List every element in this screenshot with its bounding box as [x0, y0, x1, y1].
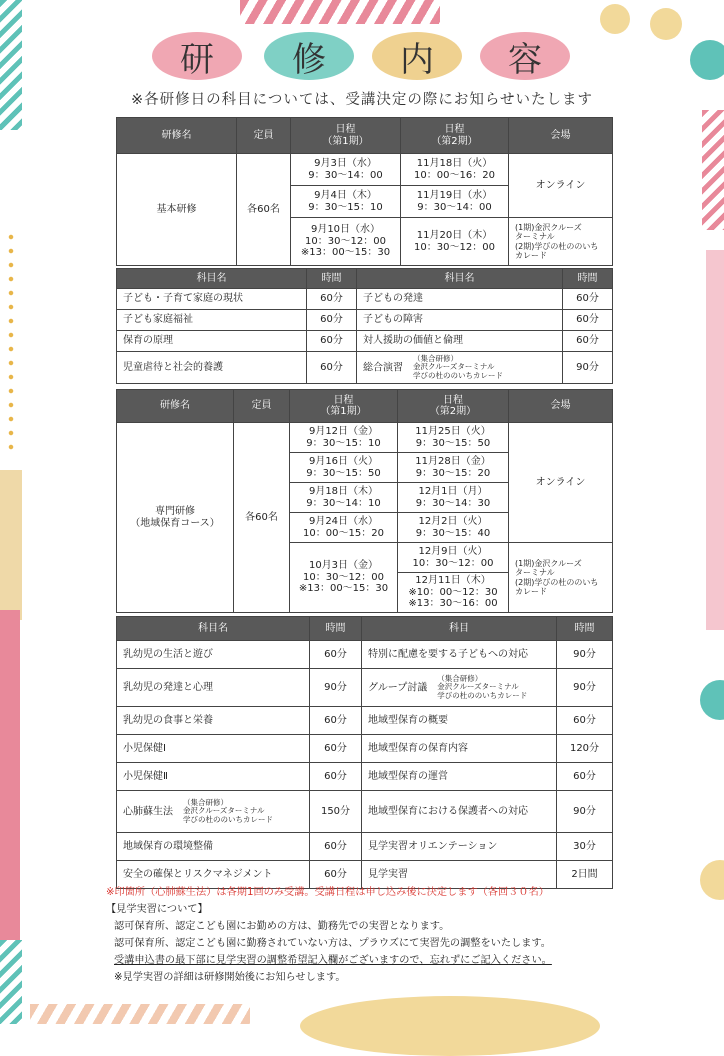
date-cell: 9月12日（金） 9：30～15：10 [290, 423, 398, 453]
header-time: 時間 [557, 617, 613, 641]
subject-time: 60分 [307, 289, 357, 310]
note-line: 認可保育所、認定こども園にお勤めの方は、勤務先での実習となります。 [114, 921, 450, 932]
header-time: 時間 [307, 269, 357, 289]
subject-time: 60分 [310, 641, 362, 669]
decorative-circle [300, 996, 600, 1056]
subject-time: 60分 [310, 763, 362, 791]
subject-name: 見学実習オリエンテーション [362, 833, 557, 861]
subject-name: 安全の確保とリスクマネジメント [117, 861, 310, 889]
special-subjects-table [116, 616, 613, 889]
date-cell: 10月3日（金） 10：30～12：00 ※13：00～15：30 [290, 543, 398, 613]
subject-time: 60分 [307, 310, 357, 331]
subject-time: 120分 [557, 735, 613, 763]
date-cell: 12月1日（月） 9：30～14：30 [398, 483, 509, 513]
subject-name: 児童虐待と社会的養護 [117, 352, 307, 384]
subject-name-with-note [117, 791, 310, 833]
venue-onsite: (1期)金沢クルーズ ターミナル (2期)学びの杜ののいち カレード [509, 543, 613, 613]
decorative-panel [0, 610, 20, 950]
date-cell: 9月24日（水） 10：00～15：20 [290, 513, 398, 543]
subject-name: グループ討議 [368, 682, 428, 694]
date-cell: 11月18日（火） 10：00～16：20 [401, 154, 509, 186]
subject-name: 総合演習 [363, 362, 403, 374]
subject-name: 子どもの障害 [357, 310, 563, 331]
decorative-circle [700, 860, 724, 900]
header-time: 時間 [563, 269, 613, 289]
header-time: 時間 [310, 617, 362, 641]
date-cell: 9月4日（木） 9：30～15：10 [291, 186, 401, 218]
header-date1: 日程 （第1期） [290, 390, 398, 423]
header-subject: 科目名 [117, 617, 310, 641]
subject-name: 小児保健Ⅱ [117, 763, 310, 791]
venue-online: オンライン [509, 423, 613, 543]
decorative-panel [706, 250, 724, 630]
subject-name: 子どもの発達 [357, 289, 563, 310]
subject-time: 60分 [310, 833, 362, 861]
subject-name: 乳幼児の生活と遊び [117, 641, 310, 669]
subject-name: 子ども家庭福祉 [117, 310, 307, 331]
cpr-note: ※印箇所（心肺蘇生法）は各期1回のみ受講。受講日程は申し込み後に決定します（各回３０名） [106, 887, 549, 898]
subject-name: 乳幼児の発達と心理 [117, 669, 310, 707]
training-name: 専門研修 （地域保育コース） [117, 423, 234, 613]
subject-name-with-note [362, 669, 557, 707]
header-training-name: 研修名 [117, 390, 234, 423]
decorative-circle [690, 40, 724, 80]
capacity: 各60名 [237, 154, 291, 266]
notes-heading: 【見学実習について】 [106, 904, 208, 915]
subject-name: 保育の原理 [117, 331, 307, 352]
header-subject: 科目名 [357, 269, 563, 289]
subject-note: （集合研修） 金沢クルーズターミナル 学びの杜ののいちカレード [413, 354, 503, 380]
basic-subjects-table [116, 268, 613, 384]
subject-time: 90分 [557, 669, 613, 707]
date-cell: 11月19日（水） 9：30～14：00 [401, 186, 509, 218]
subject-name: 地域型保育における保護者への対応 [362, 791, 557, 833]
decorative-stripes [240, 0, 440, 24]
date-cell: 11月20日（木） 10：30～12：00 [401, 218, 509, 266]
subject-note: （集合研修） 金沢クルーズターミナル 学びの杜ののいちカレード [437, 674, 528, 700]
subject-time: 90分 [557, 791, 613, 833]
capacity: 各60名 [234, 423, 290, 613]
basic-schedule-table [116, 117, 613, 266]
subject-time: 90分 [563, 352, 613, 384]
venue-online: オンライン [509, 154, 613, 218]
page-title [150, 32, 570, 84]
decorative-stripes [30, 1004, 250, 1024]
subject-time: 60分 [563, 289, 613, 310]
decorative-stripes [0, 940, 22, 1024]
subject-time: 60分 [307, 331, 357, 352]
subject-time: 2日間 [557, 861, 613, 889]
subject-name: 子ども・子育て家庭の現状 [117, 289, 307, 310]
subject-name: 地域型保育の運営 [362, 763, 557, 791]
subject-time: 60分 [557, 707, 613, 735]
subject-name: 小児保健Ⅰ [117, 735, 310, 763]
subject-time: 60分 [563, 331, 613, 352]
training-name: 基本研修 [117, 154, 237, 266]
title-char: 内 [372, 32, 462, 80]
date-cell: 9月10日（水） 10：30～12：00 ※13：00～15：30 [291, 218, 401, 266]
date-cell: 9月16日（火） 9：30～15：50 [290, 453, 398, 483]
subject-time: 60分 [310, 861, 362, 889]
header-subject: 科目名 [117, 269, 307, 289]
title-char: 容 [480, 32, 570, 80]
subject-name-with-note [357, 352, 563, 384]
header-venue: 会場 [509, 390, 613, 423]
subject-time: 90分 [557, 641, 613, 669]
subject-name: 乳幼児の食事と栄養 [117, 707, 310, 735]
header-date2: 日程 （第2期） [401, 118, 509, 154]
subject-name: 特別に配慮を要する子どもへの対応 [362, 641, 557, 669]
header-date2: 日程 （第2期） [398, 390, 509, 423]
subject-name: 地域保育の環境整備 [117, 833, 310, 861]
subject-time: 30分 [557, 833, 613, 861]
title-char: 研 [152, 32, 242, 80]
venue-onsite: (1期)金沢クルーズ ターミナル (2期)学びの杜ののいち カレード [509, 218, 613, 266]
date-cell: 11月28日（金） 9：30～15：20 [398, 453, 509, 483]
subject-name: 地域型保育の保育内容 [362, 735, 557, 763]
header-subject: 科目 [362, 617, 557, 641]
special-schedule-table [116, 389, 613, 613]
date-cell: 12月2日（火） 9：30～15：40 [398, 513, 509, 543]
decorative-circle [650, 8, 682, 40]
header-date1: 日程 （第1期） [291, 118, 401, 154]
subject-time: 90分 [310, 669, 362, 707]
subject-time: 60分 [307, 352, 357, 384]
date-cell: 11月25日（火） 9：30～15：50 [398, 423, 509, 453]
subject-time: 60分 [310, 735, 362, 763]
subject-time: 60分 [563, 310, 613, 331]
subject-note: （集合研修） 金沢クルーズターミナル 学びの杜ののいちカレード [183, 798, 273, 824]
header-venue: 会場 [509, 118, 613, 154]
subject-name: 心肺蘇生法 [123, 806, 173, 818]
header-capacity: 定員 [234, 390, 290, 423]
title-char: 修 [264, 32, 354, 80]
decorative-stripes [0, 0, 22, 130]
decorative-panel [0, 470, 22, 620]
date-cell: 12月9日（火） 10：30～12：00 [398, 543, 509, 573]
date-cell: 9月3日（水） 9：30～14：00 [291, 154, 401, 186]
subject-time: 60分 [557, 763, 613, 791]
note-line-underlined: 受講申込書の最下部に見学実習の調整希望記入欄がございますので、忘れずにご記入ください。 [114, 955, 552, 966]
decorative-circle [700, 680, 724, 720]
decorative-circle [600, 4, 630, 34]
notes-section [106, 884, 666, 986]
date-cell: 9月18日（木） 9：30～14：10 [290, 483, 398, 513]
note-line: ※見学実習の詳細は研修開始後にお知らせします。 [114, 972, 346, 983]
subject-name: 見学実習 [362, 861, 557, 889]
subtitle: ※各研修日の科目については、受講決定の際にお知らせいたします [131, 92, 593, 108]
note-line: 認可保育所、認定こども園に勤務されていない方は、プラウズにて実習先の調整をいたします。 [114, 938, 551, 949]
subject-name: 地域型保育の概要 [362, 707, 557, 735]
header-training-name: 研修名 [117, 118, 237, 154]
subject-time: 150分 [310, 791, 362, 833]
subject-name: 対人援助の価値と倫理 [357, 331, 563, 352]
decorative-dots [4, 230, 18, 450]
decorative-stripes [702, 110, 724, 230]
subject-time: 60分 [310, 707, 362, 735]
header-capacity: 定員 [237, 118, 291, 154]
date-cell: 12月11日（木） ※10：00～12：30 ※13：30～16：00 [398, 573, 509, 613]
